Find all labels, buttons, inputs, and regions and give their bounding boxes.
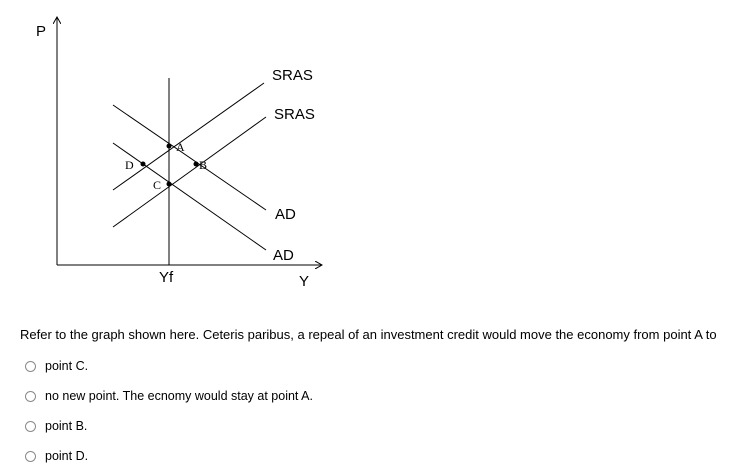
ad-upper-curve (113, 105, 266, 210)
option-label: point D. (45, 449, 89, 463)
y-axis-label: P (36, 23, 47, 40)
point-a-marker (167, 144, 172, 149)
radio-button[interactable] (25, 451, 36, 462)
sras-upper-label: SRAS (272, 67, 313, 84)
option-point-c[interactable] (25, 359, 88, 373)
sras-upper-curve (113, 83, 264, 190)
point-b-label: B (199, 158, 208, 172)
point-d-marker (141, 162, 146, 167)
point-a-label: A (176, 140, 185, 154)
point-c-label: C (153, 178, 162, 192)
x-axis-label: Y (299, 273, 310, 290)
option-point-d[interactable] (25, 449, 88, 463)
sras-lower-label: SRAS (274, 106, 315, 123)
ad-lower-label: AD (273, 247, 294, 264)
option-label: no new point. The ecnomy would stay at point A. (45, 389, 313, 403)
point-b-marker (194, 162, 199, 167)
option-label: point C. (45, 359, 89, 373)
radio-button[interactable] (25, 361, 36, 372)
yf-label: Yf (159, 269, 174, 286)
ad-upper-label: AD (275, 206, 296, 223)
radio-button[interactable] (25, 421, 36, 432)
point-c-marker (167, 182, 172, 187)
ad-lower-curve (113, 143, 266, 250)
sras-lower-curve (113, 117, 266, 227)
option-no-new-point[interactable] (25, 389, 313, 403)
option-label: point B. (45, 419, 88, 433)
point-d-label: D (125, 158, 134, 172)
option-point-b[interactable] (25, 419, 87, 433)
question-text: Refer to the graph shown here. Ceteris paribus, a repeal of an investment credit would move the economy from point A to (20, 327, 717, 342)
radio-button[interactable] (25, 391, 36, 402)
